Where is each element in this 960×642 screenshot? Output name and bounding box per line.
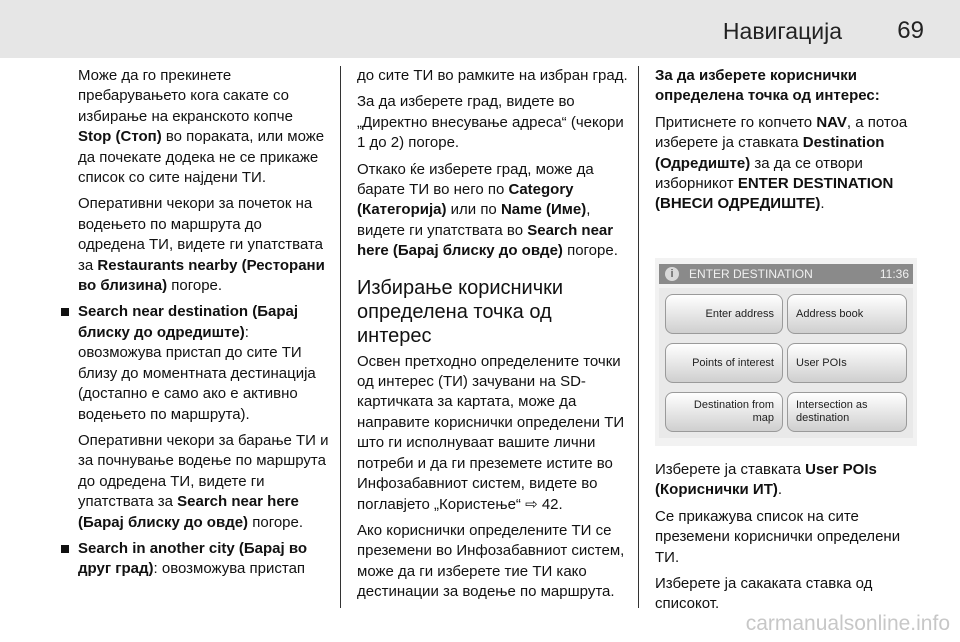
paragraph	[655, 460, 925, 501]
page-number: 69	[897, 17, 924, 44]
restaurants-nearby-label: Restaurants nearby (Ресторани во близина)	[78, 256, 325, 295]
enter-destination-label: ENTER DESTINATION (ВНЕСИ ОДРЕДИШТЕ)	[655, 175, 894, 213]
paragraph: Ако кориснички определените ТИ се преземени во Инфозабавниот систем, може да ги изберете тие ТИ како дестинации за водење по маршрута.	[357, 521, 625, 601]
column-divider	[340, 66, 341, 608]
text: .	[820, 195, 825, 213]
bullet-square	[61, 545, 69, 553]
bullet-square	[61, 308, 69, 316]
nav-button-label: NAV	[816, 113, 847, 131]
paragraph	[78, 431, 330, 533]
screen-body	[659, 288, 913, 438]
paragraph	[655, 113, 925, 215]
paragraph	[357, 352, 629, 515]
address-book-button[interactable]: Address book	[787, 294, 907, 334]
enter-address-button[interactable]: Enter address	[665, 294, 783, 334]
paragraph: Изберете ја сакаката ставка од списокот.	[655, 575, 873, 613]
paragraph: За да изберете град, видете во „Директно внесување адреса“ (чекори 1 до 2) погоре.	[357, 93, 624, 152]
text: Оперативни чекори за барање ТИ и за почнување водење по маршрута до одредена ТИ, видете ги упатствата за	[78, 431, 329, 511]
section-heading: Избирање кориснички определена точка од интерес	[357, 276, 564, 347]
search-near-here-label: Search near here (Барај блиску до овде)	[78, 493, 299, 531]
category-label: Category (Категорија)	[357, 181, 574, 219]
text: .	[777, 481, 783, 499]
page-reference: 42.	[537, 495, 563, 513]
screen-clock: 11:36	[879, 267, 909, 281]
points-of-interest-button[interactable]: Points of interest	[665, 343, 783, 383]
text: Освен претходно определените точки од интерес (ТИ) зачувани на SD-картичката за картата, може да направите кориснички определени ТИ што ги исполнуваат вашите лични потреби и да ги преземете истите во Инфозабавниот систем, видете во поглавјето „Користење“	[357, 352, 625, 513]
text: погоре.	[562, 242, 618, 260]
text: Изберете ја ставката	[655, 461, 806, 478]
text: или по	[446, 201, 501, 219]
bullet-item	[78, 539, 330, 580]
paragraph	[78, 194, 330, 296]
user-pois-label: User POIs (Кориснички ИТ)	[655, 461, 877, 499]
paragraph	[357, 160, 629, 262]
text: погоре.	[167, 277, 223, 295]
destination-from-map-button[interactable]: Destination from map	[665, 392, 783, 432]
device-screen-image	[655, 258, 917, 446]
search-near-here-label: Search near here (Барај блиску до овде)	[357, 221, 614, 260]
watermark: carmanualsonline.info	[745, 612, 950, 635]
column-divider	[638, 66, 639, 608]
bullet-item	[78, 302, 330, 424]
column-3	[655, 66, 925, 221]
text: Притиснете го копчето	[655, 113, 817, 131]
destination-label: Destination (Одредиште)	[655, 134, 885, 172]
name-label: Name (Име)	[500, 201, 587, 219]
text: погоре.	[248, 513, 304, 531]
paragraph	[78, 66, 330, 188]
text: : овозможува пристап	[153, 560, 306, 578]
bullet-title: Search in another city (Барај во друг град)	[78, 539, 308, 578]
text: Може да го прекинете пребарувањето кога сакате со избирање на екранското копче	[78, 67, 293, 125]
stop-button-label: Stop (Стоп)	[78, 128, 162, 146]
info-icon: i	[665, 267, 679, 281]
screen-title-bar	[659, 264, 913, 284]
text: , а потоа изберете ја ставката	[655, 113, 908, 152]
paragraph: до сите ТИ во рамките на избран град.	[357, 67, 628, 84]
page-title: Навигација	[722, 18, 842, 44]
subheading: За да изберете кориснички определена точка од интерес:	[655, 67, 880, 105]
user-pois-button[interactable]: User POIs	[787, 343, 907, 383]
text: за да се отвори изборникот	[655, 154, 863, 193]
column-1	[78, 66, 330, 586]
page-reference-icon: ⇨	[525, 495, 538, 513]
intersection-button[interactable]: Intersection as destination	[787, 392, 907, 432]
text: : овозможува пристап до сите ТИ близу до моментната дестинација (достапно е само ако е активно водењето по маршрута).	[78, 323, 316, 423]
text: во пораката, или може да почекате додека не се прикаже список со сите најдени ТИ.	[78, 128, 325, 187]
bullet-title: Search near destination (Барај блиску до одредиште)	[78, 303, 299, 341]
text: , видете ги упатствата во	[357, 201, 591, 239]
text: Оперативни чекори за почеток на водењето по маршрута до одредена ТИ, видете ги упатствата за	[78, 195, 324, 274]
paragraph: Се прикажува список на сите преземени кориснички определени ТИ.	[655, 507, 901, 566]
screen-title: ENTER DESTINATION	[689, 267, 813, 281]
text: Откако ќе изберете град, може да барате ТИ во него по	[357, 160, 594, 199]
column-3-lower	[655, 460, 925, 621]
column-2	[357, 66, 629, 609]
